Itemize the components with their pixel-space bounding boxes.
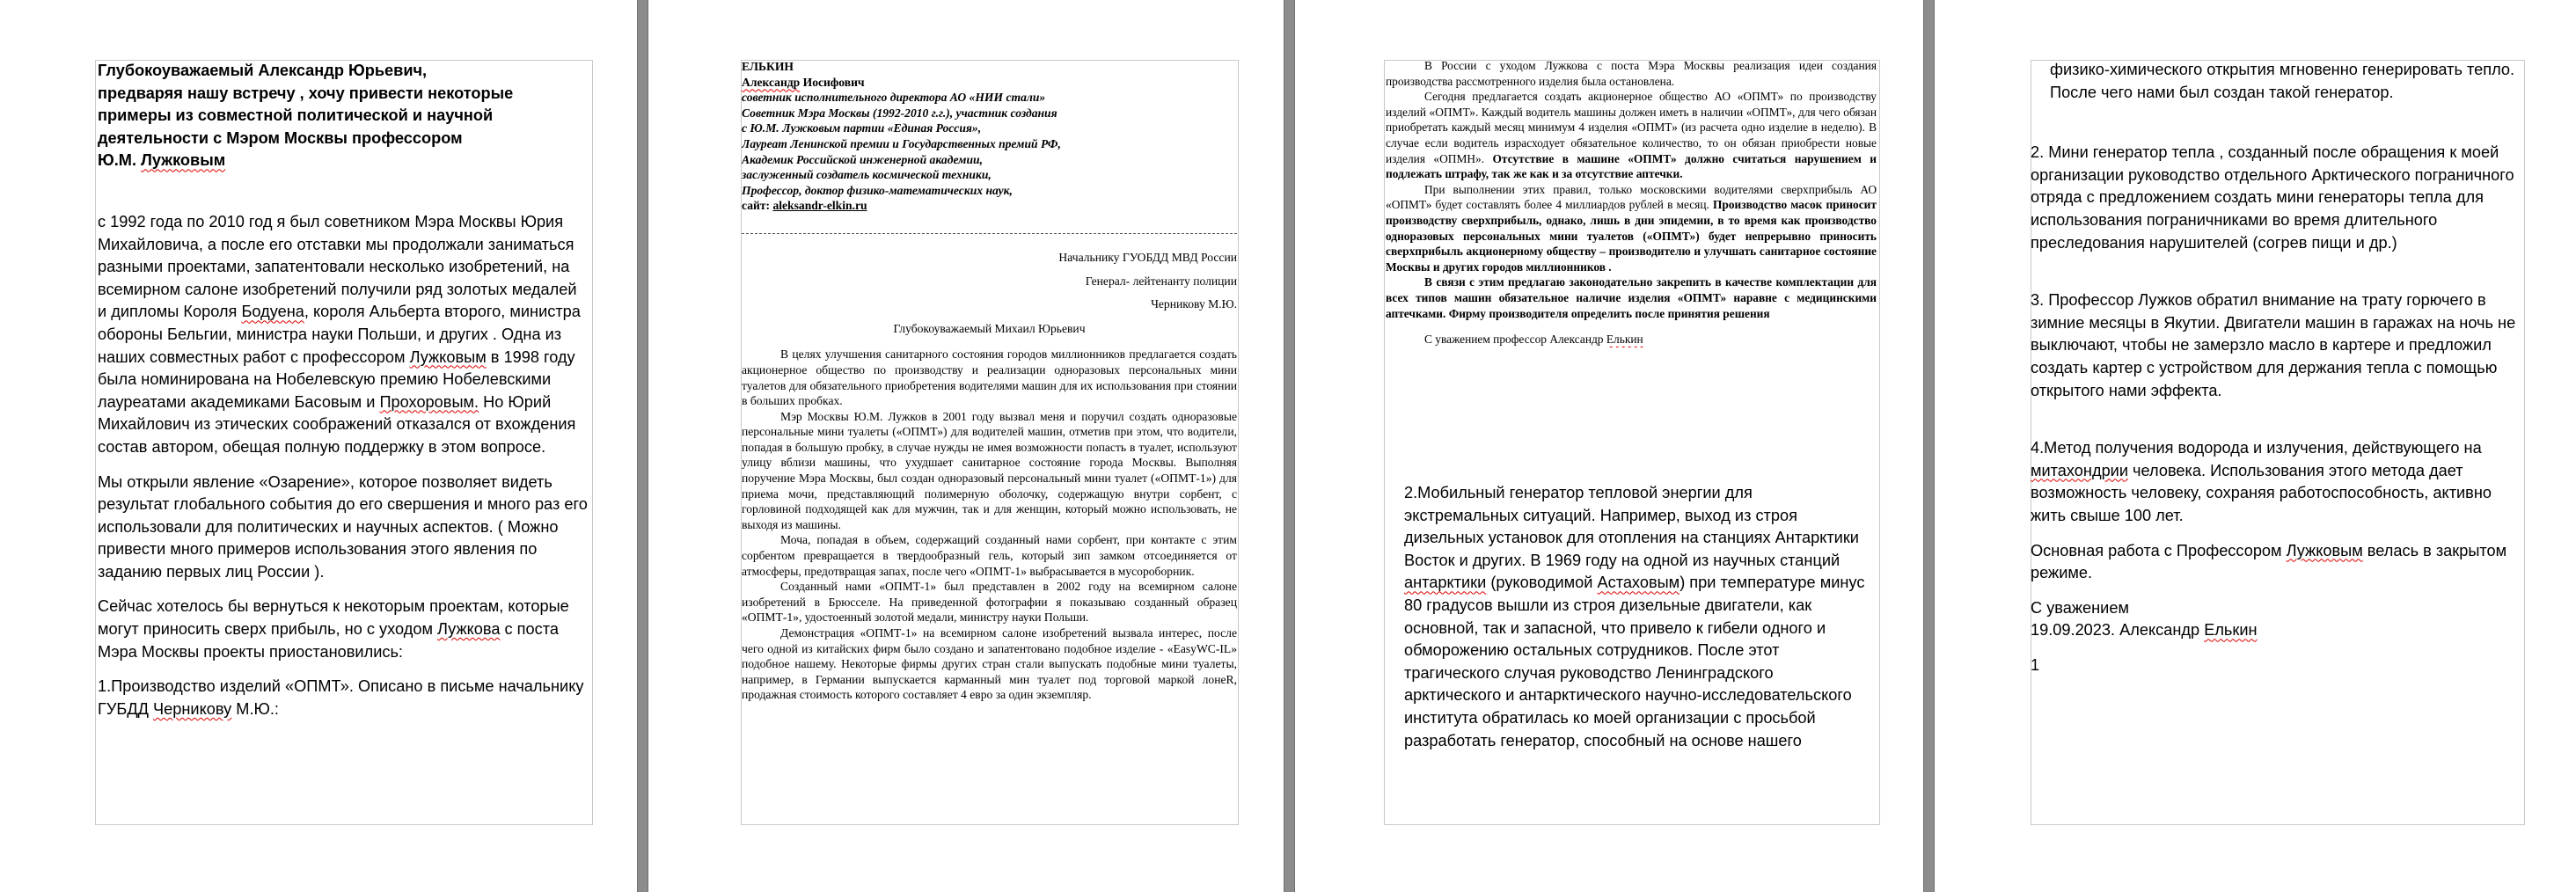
signature-line: 19.09.2023. Александр Елькин: [2031, 621, 2258, 640]
paragraph: физико-химического открытия мгновенно генерировать тепло. После чего нами был создан такой генератор.: [2050, 61, 2515, 101]
regards-line: С уважением профессор Александр Елькин: [1424, 333, 1643, 347]
greeting-line: Глубокоуважаемый Александр Юрьевич,: [98, 62, 428, 79]
spellcheck-word: Лужковым: [141, 151, 226, 170]
paragraph: 2.Мобильный генератор тепловой энергии для экстремальных ситуаций. Например, выход из строя дизельных установок для отопления на станциях Антарктики Восток и других. В 1969 году на одной из научных станций антарктики (руководимой Астаховым) при температуре минус 80 градусов вышли из строя дизельные двигатели, как основной, так и запасной, что привело к гибели одного и обморожению остальных сотрудников. После этот трагического случая руководство Ленинградского арктического и антарктического научно-исследовательского института обратилась ко моей организации с просьбой разработать генератор, способный на основе нашего: [1404, 484, 1865, 749]
document-page-4: [1935, 0, 2576, 892]
paragraph: Сегодня предлагается создать акционерное общество АО «ОПМТ» по производству изделий «ОПМТ». Каждый водитель машины должен иметь в наличии «ОПМТ», для чего обязан приобретать каждый месяц минимум 4 изделия «ОПМТ» (из расчета одно изделие в неделю). В случае если водитель израсходует обязательное количество, то он обязан приобрести новые изделия «ОПМН». Отсутствие в машине «ОПМТ» должно считаться нарушением и подлежать штрафу, так же как и за отсутствие аптечки.: [1386, 90, 1877, 181]
greeting-block: [98, 60, 589, 172]
document-page-2: [648, 0, 1284, 892]
spellcheck-word: Бодуена: [241, 303, 304, 321]
spellcheck-word: Елькин: [1606, 333, 1643, 347]
list-item: 2. Мини генератор тепла , созданный после обращения к моей организации руководство отдельного Арктического пограничного отряда с предложением создать мини генераторы тепла для использования пограничниками во время длительного преследования нарушителей (согрев пищи и др.): [2031, 143, 2514, 252]
sender-title: Профессор, доктор физико-математических наук,: [742, 183, 1013, 197]
paragraph: 1.Производство изделий «ОПМТ». Описано в письме начальнику ГУБДД Черникову М.Ю.:: [98, 677, 584, 718]
list-item: 4.Метод получения водорода и излучения, действующего на митахондрии человека. Использования этого метода дает возможность человеку, сохраняя работоспособность, активно жить свыше 100 лет.: [2031, 439, 2492, 524]
paragraph: Мэр Москвы Ю.М. Лужков в 2001 году вызвал меня и поручил создать одноразовые персональные мини туалеты («ОПМТ») для водителей машин, отметив при этом, что водители, попадая в большую пробку, в случае нужды не имея возможности попасть в туалет, используют улицу вблизи машины, что ухудшает санитарное состояние города Москвы. Выполняя поручение Мэра Москвы, был создан одноразовый персональный мини туалет («ОПМТ-1») для приема мочи, представляющий полимерную оболочку, содержащую внутри сорбент, с горловиной подходящей как для мужчин, так и для женщин, который можно использовать, не выходя из машины.: [742, 409, 1237, 531]
sender-site: сайт: aleksandr-elkin.ru: [742, 199, 867, 213]
paragraph: Сейчас хотелось бы вернуться к некоторым проектам, которые могут приносить сверх прибыль, но с уходом Лужкова с поста Мэра Москвы проекты приостановились:: [98, 597, 569, 661]
list-item: 3. Профессор Лужков обратил внимание на трату горючего в зимние месяцы в Якутии. Двигатели машин в гаражах на ночь не выключают, чтобы не замерзло масло в картере и предложил создать картер с устройством для держания тепла с помощью открытого нами эффекта.: [2031, 291, 2516, 399]
addressee-line: Генерал- лейтенанту полиции: [1085, 274, 1237, 288]
page-3-sans-text: [1404, 482, 1869, 764]
separator-line: [742, 233, 1237, 234]
paragraph: Мы открыли явление «Озарение», которое позволяет видеть результат глобального события до его свершения и много раз его использовали для политических и научных аспектов. ( Можно привести много примеров использования этого явления по заданию первых лиц России ).: [98, 472, 588, 581]
sender-title: Академик Российской инженерной академии,: [742, 152, 983, 166]
paragraph: Созданный нами «ОПМТ-1» был представлен в 2002 году на всемирном салоне изобретений в Брюсселе. На приведенной фотографии я показываю созданный образец «ОПМТ-1», удостоенный золотой медали, министру науки Польши.: [742, 580, 1237, 625]
greeting-line: Ю.М. Лужковым: [98, 151, 226, 170]
greeting-line: примеры из совместной политической и научной: [98, 106, 494, 125]
page-1-text: [98, 60, 589, 733]
page-2-text: [742, 59, 1237, 826]
page-number: 1: [2031, 655, 2040, 674]
paragraph: В России с уходом Лужкова с поста Мэра Москвы реализация идеи создания производства рассмотренного изделия была остановлена.: [1386, 59, 1877, 88]
paragraph: Моча, попадая в объем, содержащий созданный нами сорбент, при контакте с этим сорбентом превращается в твердообразный гель, который зип замком отсоединяется от атмосферы, предотвращая запах, после чего «ОПМТ-1» выбрасывается в мусороборник.: [742, 533, 1237, 578]
regards-line: С уважением: [2031, 598, 2129, 617]
spellcheck-word: митахондрии: [2031, 461, 2128, 479]
page-3-serif-text: [1386, 58, 1877, 347]
spellcheck-word: Лужковым: [2286, 541, 2363, 559]
spellcheck-word: Прохоровым.: [379, 392, 479, 411]
addressee-line: Начальнику ГУОБДД МВД России: [1058, 250, 1237, 264]
paragraph: Основная работа с Профессором Лужковым велась в закрытом режиме.: [2031, 541, 2507, 582]
paragraph: с 1992 года по 2010 год я был советником Мэра Москвы Юрия Михайловича, а после его отставки мы продолжали заниматься разными проектами, запатентовали несколько изобретений, на всемирном салоне изобретений получили ряд золотых медалей и дипломы Короля Бодуена, короля Альберта второго, министра обороны Бельгии, министра науки Польши, и других . Одна из наших совместных работ с профессором Лужковым в 1998 году была номинирована на Нобелевскую премию Нобелевскими лауреатами академиками Басовым и Прохоровым. Но Юрий Михайлович из этических соображений отказался от вхождения состав автором, обещая полную поддержку в этом вопросе.: [98, 212, 581, 456]
paragraph: В целях улучшения санитарного состояния городов миллионников предлагается создать акционерное общество по производству и реализации одноразовых персональных мини туалетов для обязательного приобретения водителями машин для их использования при стоянии в больших пробках.: [742, 347, 1237, 408]
spellcheck-word: Елькин: [2204, 621, 2258, 640]
paragraph: При выполнении этих правил, только московскими водителями сверхприбыль АО «ОПМТ» будет составлять более 4 миллиардов рублей в месяц. Производство масок приносит производству сверхприбыль, однако, лишь в дни эпидемии, в то время как производство одноразовых персональных мини туалетов («ОПМТ») будет непрерывно приносить сверхприбыль акционерному обществу – производителю и улучшать санитарное состояние Москвы и других городов миллионников .: [1386, 182, 1877, 274]
spellcheck-word: Астаховым: [1597, 574, 1680, 592]
greeting-line: деятельности с Мэром Москвы профессором: [98, 128, 463, 147]
document-page-1: [0, 0, 637, 892]
document-page-3: [1295, 0, 1923, 892]
page-4-text: [2031, 59, 2523, 676]
sender-title: Лауреат Ленинской премии и Государственных премий РФ,: [742, 136, 1061, 150]
spellcheck-word: антарктики: [1404, 574, 1487, 592]
paragraph: Демонстрация «ОПМТ-1» на всемирном салоне изобретений вызвала интерес, после чего одной из китайских фирм было создано и запатентовано подобное изделие - «EasyWC-IL» подобное нашему. Некоторые фирмы других стран стали выпускать подобные мини туалеты, например, в Германии выпускается карманный мин туалет под торговой маркой лонеR, продажная стоимость которого составляет 4 евро за один экземпляр.: [742, 626, 1237, 702]
sender-title: советник исполнительного директора АО «НИИ стали»: [742, 91, 1046, 105]
sender-title: с Ю.М. Лужковым партии «Единая Россия»,: [742, 121, 982, 135]
spellcheck-word: Лужковым: [409, 347, 487, 366]
site-link[interactable]: aleksandr-elkin.ru: [772, 199, 867, 213]
paragraph: В связи с этим предлагаю законодательно закрепить в качестве комплектации для всех типов машин обязательное наличие изделия «ОПМТ» наравне с медицинскими аптечками. Фирму производителя определить после принятия решения: [1386, 275, 1877, 320]
spellcheck-word: Черникову: [153, 699, 232, 718]
addressee-line: Черникову М.Ю.: [1151, 297, 1237, 311]
sender-name: Александр Иосифович: [742, 75, 865, 89]
salutation: Глубокоуважаемый Михаил Юрьевич: [893, 321, 1086, 335]
sender-title: заслуженный создатель космической техники,: [742, 168, 992, 182]
sender-title: Советник Мэра Москвы (1992-2010 г.г.), участник создания: [742, 106, 1057, 120]
spellcheck-word: Лужкова: [437, 620, 501, 639]
sender-surname: ЕЛЬКИН: [742, 60, 794, 73]
greeting-line: предваряя нашу встречу , хочу привести некоторые: [98, 84, 514, 102]
